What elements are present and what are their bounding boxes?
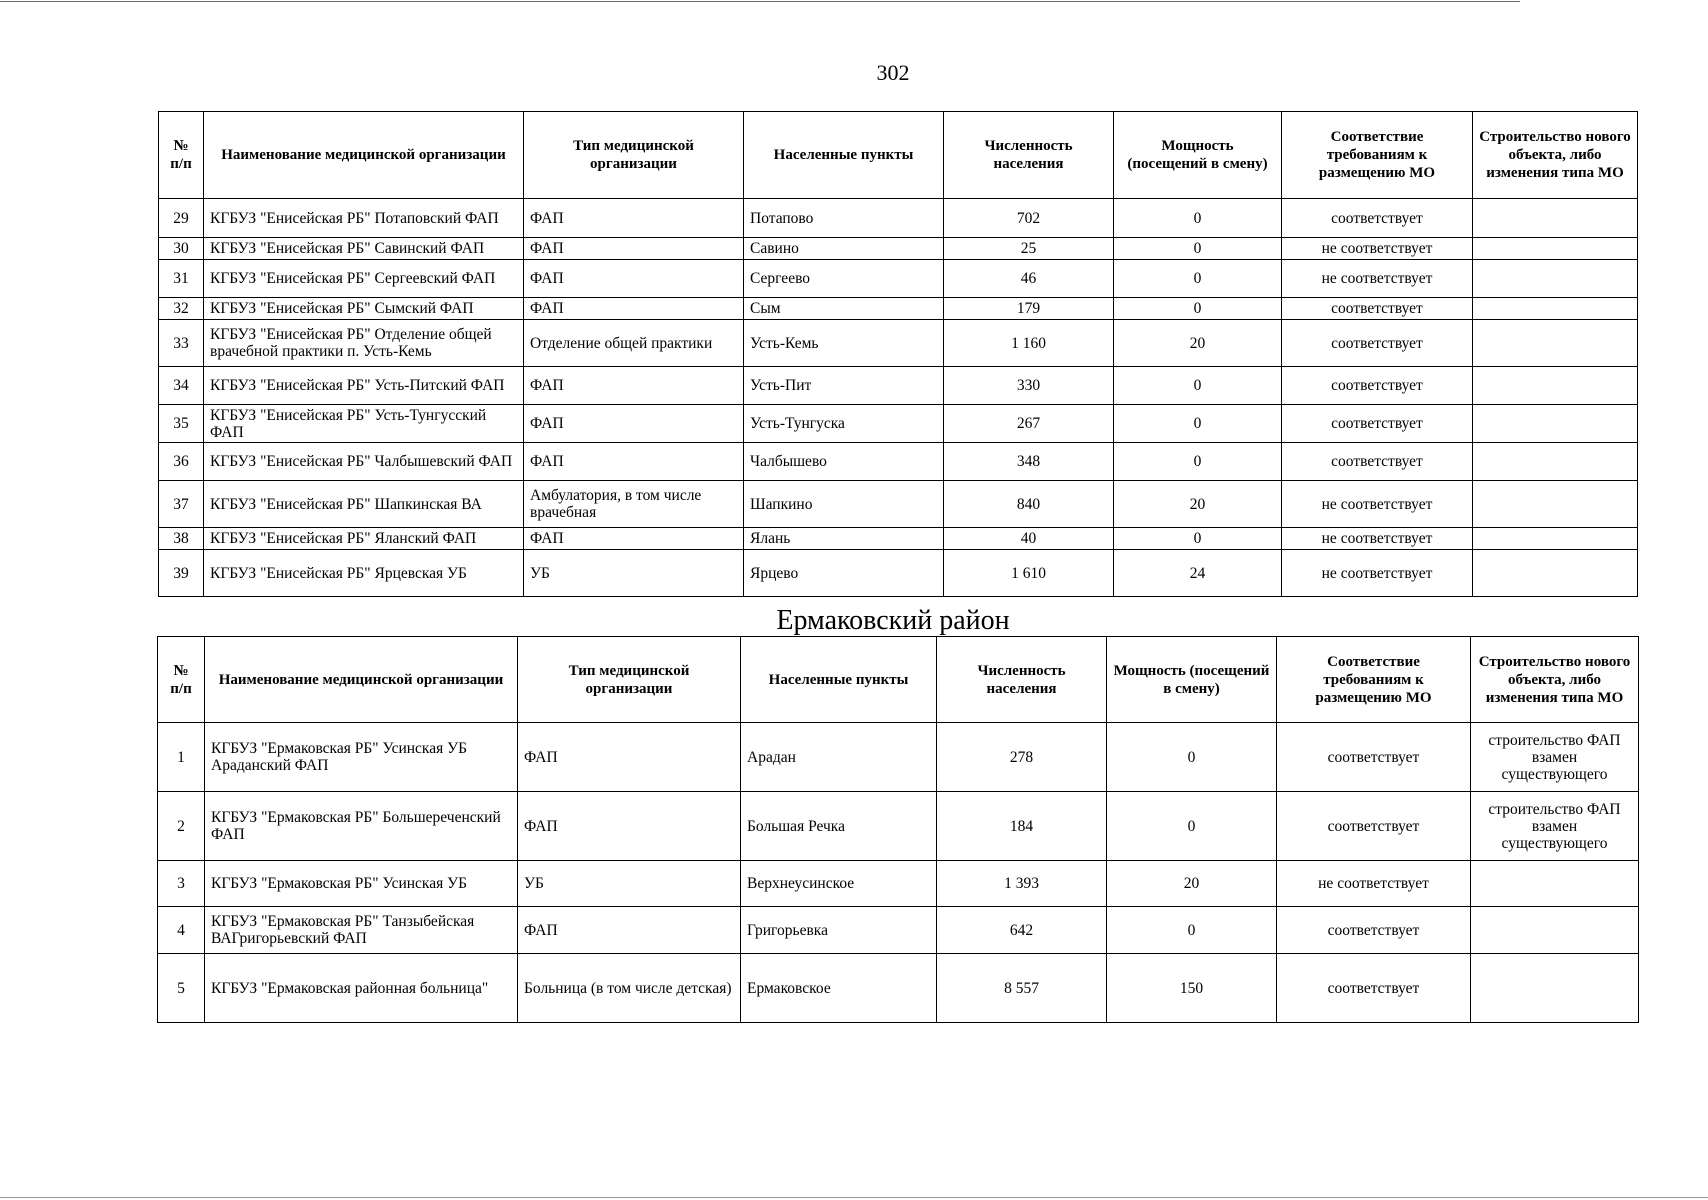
header-num: № п/п xyxy=(158,637,205,723)
row-number-cell: 4 xyxy=(158,907,205,954)
row-number-cell: 2 xyxy=(158,792,205,861)
organization-type-cell: УБ xyxy=(518,861,741,907)
construction-note-cell xyxy=(1473,320,1638,367)
organization-name-cell: КГБУЗ "Ермаковская РБ" Большереченский ФАП xyxy=(205,792,518,861)
population-cell: 1 393 xyxy=(937,861,1107,907)
organization-name-cell: КГБУЗ "Енисейская РБ" Сымский ФАП xyxy=(204,298,524,320)
organization-name-cell: КГБУЗ "Енисейская РБ" Ярцевская УБ xyxy=(204,550,524,597)
capacity-cell: 0 xyxy=(1107,792,1277,861)
row-number-cell: 3 xyxy=(158,861,205,907)
organization-type-cell: ФАП xyxy=(524,298,744,320)
compliance-status-cell: не соответствует xyxy=(1282,238,1473,260)
settlement-cell: Савино xyxy=(744,238,944,260)
capacity-cell: 0 xyxy=(1114,260,1282,298)
header-construction: Строительство нового объекта, либо изменения типа МО xyxy=(1473,112,1638,199)
organization-type-cell: ФАП xyxy=(524,443,744,481)
population-cell: 1 610 xyxy=(944,550,1114,597)
row-number-cell: 29 xyxy=(159,199,204,238)
capacity-cell: 0 xyxy=(1107,907,1277,954)
header-place: Населенные пункты xyxy=(744,112,944,199)
population-cell: 25 xyxy=(944,238,1114,260)
capacity-cell: 0 xyxy=(1114,405,1282,443)
capacity-cell: 20 xyxy=(1114,481,1282,528)
organization-name-cell: КГБУЗ "Енисейская РБ" Яланский ФАП xyxy=(204,528,524,550)
table-row xyxy=(159,298,1638,320)
capacity-cell: 0 xyxy=(1114,298,1282,320)
settlement-cell: Арадан xyxy=(741,723,937,792)
table-row xyxy=(159,260,1638,298)
compliance-status-cell: не соответствует xyxy=(1282,260,1473,298)
compliance-status-cell: не соответствует xyxy=(1277,861,1471,907)
top-border-line xyxy=(0,1,1520,2)
settlement-cell: Усть-Тунгуска xyxy=(744,405,944,443)
table-row xyxy=(159,367,1638,405)
compliance-status-cell: соответствует xyxy=(1282,405,1473,443)
table-row xyxy=(159,199,1638,238)
table-row xyxy=(159,238,1638,260)
compliance-status-cell: соответствует xyxy=(1282,443,1473,481)
population-cell: 8 557 xyxy=(937,954,1107,1023)
population-cell: 184 xyxy=(937,792,1107,861)
construction-note-cell xyxy=(1471,861,1639,907)
header-construction: Строительство нового объекта, либо изменения типа МО xyxy=(1471,637,1639,723)
population-cell: 330 xyxy=(944,367,1114,405)
organization-type-cell: Отделение общей практики xyxy=(524,320,744,367)
header-name: Наименование медицинской организации xyxy=(204,112,524,199)
population-cell: 1 160 xyxy=(944,320,1114,367)
population-cell: 702 xyxy=(944,199,1114,238)
table-header-row xyxy=(159,112,1638,199)
construction-note-cell: строительство ФАП взамен существующего xyxy=(1471,792,1639,861)
capacity-cell: 20 xyxy=(1114,320,1282,367)
compliance-status-cell: не соответствует xyxy=(1282,528,1473,550)
organization-name-cell: КГБУЗ "Ермаковская РБ" Усинская УБ xyxy=(205,861,518,907)
row-number-cell: 39 xyxy=(159,550,204,597)
organization-name-cell: КГБУЗ "Енисейская РБ" Усть-Тунгусский ФАП xyxy=(204,405,524,443)
settlement-cell: Ермаковское xyxy=(741,954,937,1023)
row-number-cell: 35 xyxy=(159,405,204,443)
header-population: Численность населения xyxy=(937,637,1107,723)
settlement-cell: Сергеево xyxy=(744,260,944,298)
construction-note-cell xyxy=(1473,260,1638,298)
row-number-cell: 1 xyxy=(158,723,205,792)
compliance-status-cell: соответствует xyxy=(1277,907,1471,954)
compliance-status-cell: соответствует xyxy=(1277,723,1471,792)
row-number-cell: 30 xyxy=(159,238,204,260)
settlement-cell: Шапкино xyxy=(744,481,944,528)
table-row xyxy=(158,954,1639,1023)
header-place: Населенные пункты xyxy=(741,637,937,723)
organization-name-cell: КГБУЗ "Енисейская РБ" Савинский ФАП xyxy=(204,238,524,260)
page-number: 302 xyxy=(876,60,910,85)
construction-note-cell xyxy=(1473,298,1638,320)
organization-type-cell: ФАП xyxy=(518,907,741,954)
organization-type-cell: Амбулатория, в том числе врачебная xyxy=(524,481,744,528)
settlement-cell: Ярцево xyxy=(744,550,944,597)
settlement-cell: Ялань xyxy=(744,528,944,550)
settlement-cell: Большая Речка xyxy=(741,792,937,861)
organization-name-cell: КГБУЗ "Енисейская РБ" Сергеевский ФАП xyxy=(204,260,524,298)
capacity-cell: 0 xyxy=(1114,238,1282,260)
compliance-status-cell: не соответствует xyxy=(1282,550,1473,597)
compliance-status-cell: соответствует xyxy=(1282,320,1473,367)
bottom-border-line xyxy=(0,1197,1708,1198)
capacity-cell: 0 xyxy=(1107,723,1277,792)
compliance-status-cell: соответствует xyxy=(1277,954,1471,1023)
construction-note-cell xyxy=(1473,367,1638,405)
capacity-cell: 0 xyxy=(1114,367,1282,405)
header-capacity: Мощность (посещений в смену) xyxy=(1114,112,1282,199)
capacity-cell: 20 xyxy=(1107,861,1277,907)
row-number-cell: 38 xyxy=(159,528,204,550)
settlement-cell: Сым xyxy=(744,298,944,320)
construction-note-cell: строительство ФАП взамен существующего xyxy=(1471,723,1639,792)
organization-type-cell: ФАП xyxy=(518,792,741,861)
table-row xyxy=(159,481,1638,528)
organization-type-cell: ФАП xyxy=(524,260,744,298)
row-number-cell: 32 xyxy=(159,298,204,320)
population-cell: 348 xyxy=(944,443,1114,481)
organization-name-cell: КГБУЗ "Ермаковская РБ" Танзыбейская ВАГригорьевский ФАП xyxy=(205,907,518,954)
table-row xyxy=(158,723,1639,792)
header-name: Наименование медицинской организации xyxy=(205,637,518,723)
organization-type-cell: ФАП xyxy=(524,199,744,238)
table-row xyxy=(159,528,1638,550)
settlement-cell: Верхнеусинское xyxy=(741,861,937,907)
organization-name-cell: КГБУЗ "Енисейская РБ" Отделение общей врачебной практики п. Усть-Кемь xyxy=(204,320,524,367)
population-cell: 40 xyxy=(944,528,1114,550)
row-number-cell: 31 xyxy=(159,260,204,298)
organization-name-cell: КГБУЗ "Ермаковская районная больница" xyxy=(205,954,518,1023)
header-type: Тип медицинской организации xyxy=(524,112,744,199)
construction-note-cell xyxy=(1473,443,1638,481)
construction-note-cell xyxy=(1473,528,1638,550)
table-row xyxy=(159,550,1638,597)
population-cell: 642 xyxy=(937,907,1107,954)
construction-note-cell xyxy=(1473,238,1638,260)
organization-name-cell: КГБУЗ "Енисейская РБ" Усть-Питский ФАП xyxy=(204,367,524,405)
organization-type-cell: ФАП xyxy=(524,238,744,260)
table-row xyxy=(159,443,1638,481)
facilities-table-ermakovsky xyxy=(157,636,1639,1023)
organization-type-cell: ФАП xyxy=(524,405,744,443)
table-header-row xyxy=(158,637,1639,723)
compliance-status-cell: соответствует xyxy=(1282,367,1473,405)
construction-note-cell xyxy=(1471,907,1639,954)
row-number-cell: 36 xyxy=(159,443,204,481)
settlement-cell: Усть-Пит xyxy=(744,367,944,405)
compliance-status-cell: соответствует xyxy=(1282,298,1473,320)
header-compliance: Соответствие требованиям к размещению МО xyxy=(1282,112,1473,199)
compliance-status-cell: не соответствует xyxy=(1282,481,1473,528)
header-capacity: Мощность (посещений в смену) xyxy=(1107,637,1277,723)
facilities-table-yeniseysky xyxy=(158,111,1638,597)
settlement-cell: Чалбышево xyxy=(744,443,944,481)
organization-type-cell: ФАП xyxy=(518,723,741,792)
population-cell: 46 xyxy=(944,260,1114,298)
header-num: № п/п xyxy=(159,112,204,199)
capacity-cell: 0 xyxy=(1114,528,1282,550)
construction-note-cell xyxy=(1473,481,1638,528)
header-population: Численность населения xyxy=(944,112,1114,199)
construction-note-cell xyxy=(1471,954,1639,1023)
header-type: Тип медицинской организации xyxy=(518,637,741,723)
compliance-status-cell: соответствует xyxy=(1282,199,1473,238)
settlement-cell: Потапово xyxy=(744,199,944,238)
population-cell: 267 xyxy=(944,405,1114,443)
construction-note-cell xyxy=(1473,550,1638,597)
capacity-cell: 24 xyxy=(1114,550,1282,597)
row-number-cell: 5 xyxy=(158,954,205,1023)
organization-name-cell: КГБУЗ "Енисейская РБ" Потаповский ФАП xyxy=(204,199,524,238)
table-row xyxy=(158,861,1639,907)
population-cell: 840 xyxy=(944,481,1114,528)
construction-note-cell xyxy=(1473,199,1638,238)
organization-name-cell: КГБУЗ "Ермаковская РБ" Усинская УБ Араданский ФАП xyxy=(205,723,518,792)
organization-type-cell: ФАП xyxy=(524,367,744,405)
settlement-cell: Григорьевка xyxy=(741,907,937,954)
row-number-cell: 37 xyxy=(159,481,204,528)
construction-note-cell xyxy=(1473,405,1638,443)
capacity-cell: 0 xyxy=(1114,443,1282,481)
organization-type-cell: Больница (в том числе детская) xyxy=(518,954,741,1023)
capacity-cell: 0 xyxy=(1114,199,1282,238)
population-cell: 179 xyxy=(944,298,1114,320)
population-cell: 278 xyxy=(937,723,1107,792)
organization-name-cell: КГБУЗ "Енисейская РБ" Шапкинская ВА xyxy=(204,481,524,528)
capacity-cell: 150 xyxy=(1107,954,1277,1023)
organization-type-cell: УБ xyxy=(524,550,744,597)
table-row xyxy=(159,320,1638,367)
table-row xyxy=(158,792,1639,861)
table-row xyxy=(158,907,1639,954)
district-title: Ермаковский район xyxy=(776,605,1010,636)
compliance-status-cell: соответствует xyxy=(1277,792,1471,861)
row-number-cell: 33 xyxy=(159,320,204,367)
header-compliance: Соответствие требованиям к размещению МО xyxy=(1277,637,1471,723)
organization-name-cell: КГБУЗ "Енисейская РБ" Чалбышевский ФАП xyxy=(204,443,524,481)
settlement-cell: Усть-Кемь xyxy=(744,320,944,367)
row-number-cell: 34 xyxy=(159,367,204,405)
table-row xyxy=(159,405,1638,443)
organization-type-cell: ФАП xyxy=(524,528,744,550)
